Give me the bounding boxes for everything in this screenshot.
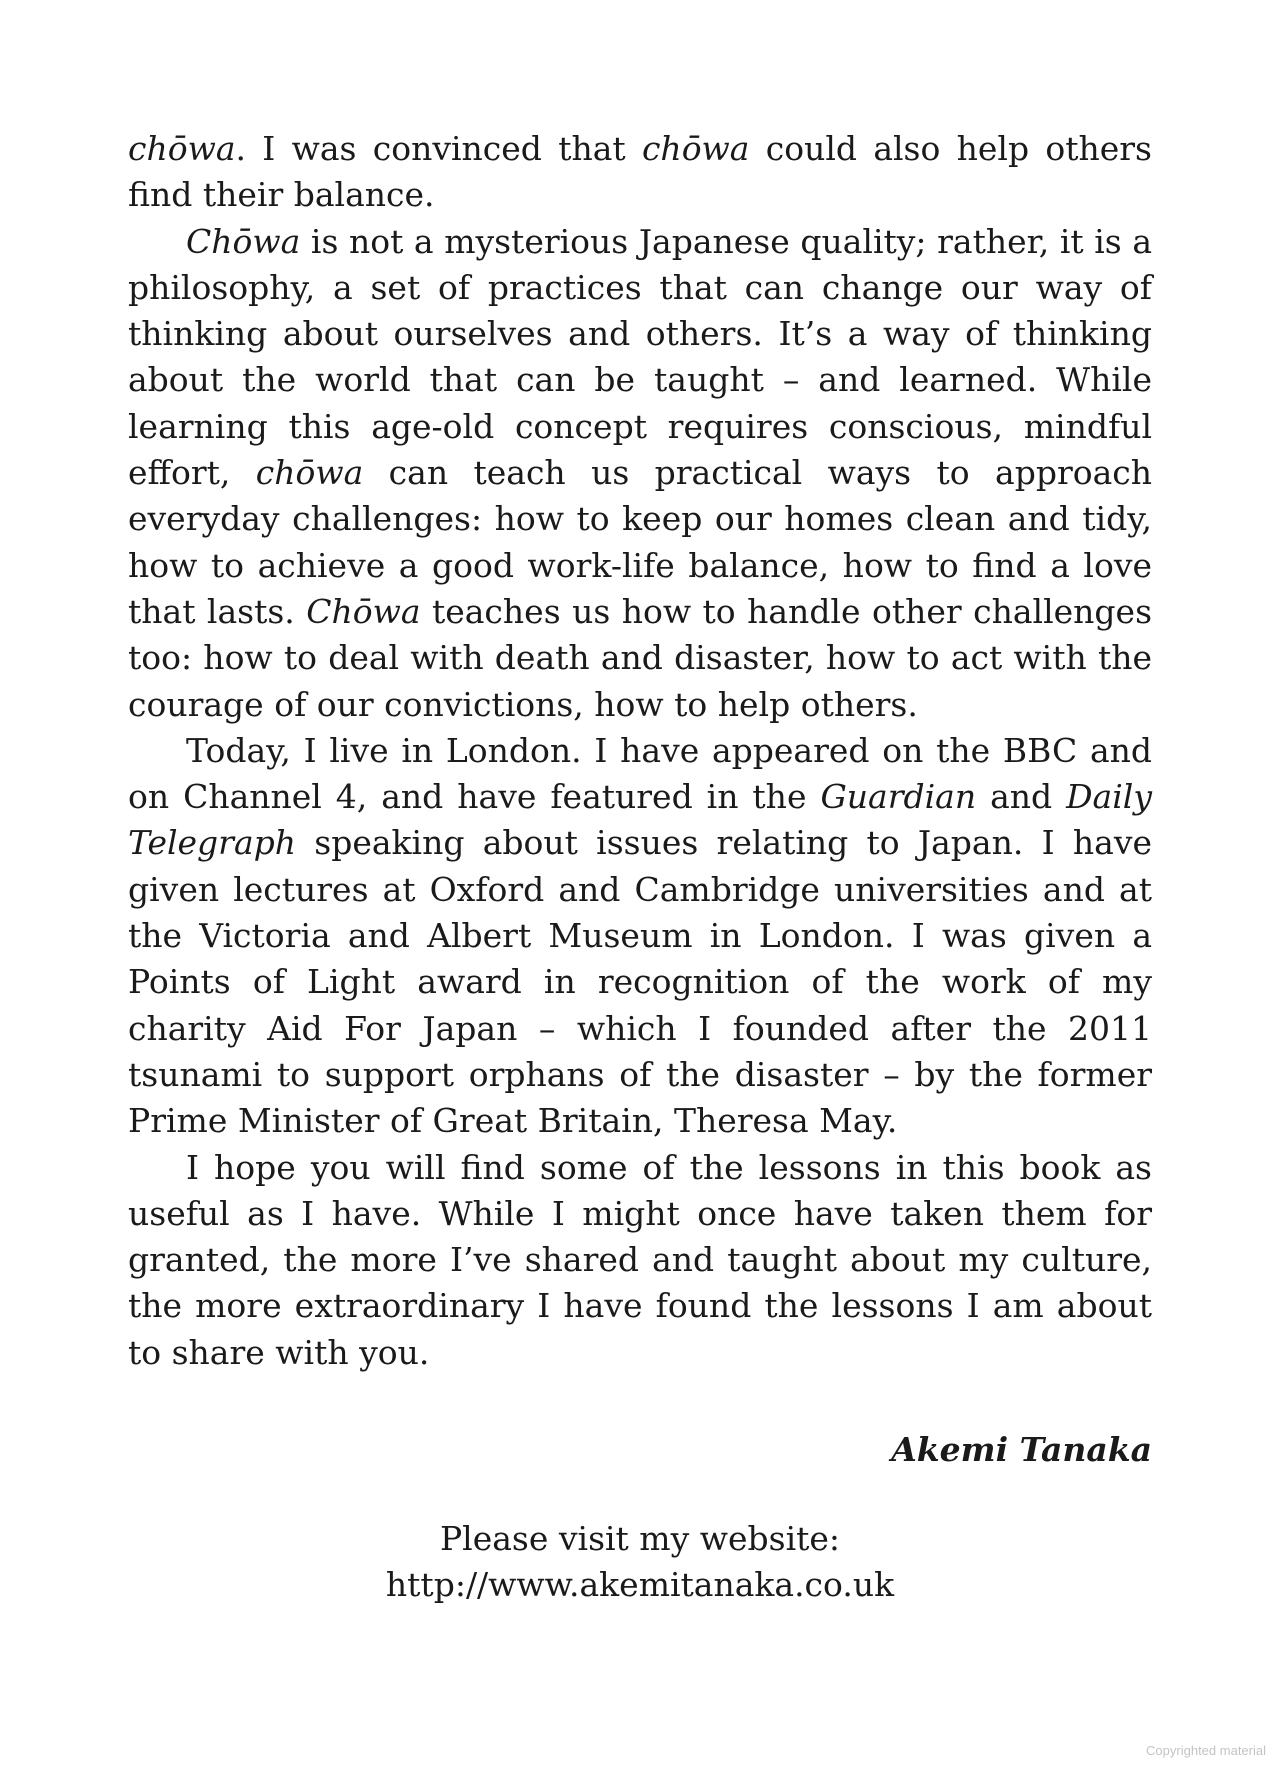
body-paragraph bbox=[128, 219, 1152, 728]
italic-run: chōwa bbox=[641, 129, 750, 168]
text-run: speaking about issues relating to Japan. I have given lectures at Oxford and Cambridge universities and at the Victoria and Albert Museum in London. I was given a Points of Light award in recognition of the work of my charity Aid For Japan – which I founded after the 2011 tsunami to support orphans of the disaster – by the former Prime Minister of Great Britain, Theresa May. bbox=[128, 823, 1152, 1141]
website-block bbox=[128, 1516, 1152, 1608]
text-run: . I was convinced that bbox=[235, 129, 642, 168]
body-paragraph bbox=[128, 728, 1152, 1145]
copyright-watermark: Copyrighted material bbox=[1146, 1743, 1266, 1758]
italic-run: Daily Telegraph bbox=[128, 777, 1152, 863]
text-run: teaches us how to handle other challenges too: how to deal with death and disaster, how to act with the courage of our convictions, how to help others. bbox=[128, 591, 1153, 724]
italic-run: chōwa bbox=[255, 453, 364, 493]
text-run: I hope you will find some of the lessons in this book as useful as I have. While I might once have taken them for granted, the more I’ve shared and taught about my culture, the more extraordinary I have found the lessons I am about to share with you. bbox=[128, 1147, 1152, 1372]
text-run: Today, I live in London. I have appeared on the BBC and on Channel 4, and have featured in the bbox=[128, 730, 1152, 817]
italic-run: Guardian bbox=[820, 777, 977, 817]
italic-run: Chōwa bbox=[306, 591, 421, 631]
italic-run: chōwa bbox=[128, 129, 236, 168]
text-run: can teach us practical ways to approach everyday challenges: how to keep our homes clean and tidy, how to achieve a good work-life balance, how to find a love that lasts. bbox=[128, 453, 1152, 631]
body-paragraph bbox=[128, 126, 1152, 219]
italic-run: Chōwa bbox=[186, 221, 301, 261]
text-run: is not a mysterious Japanese quality; rather, it is a philosophy, a set of practices that can change our way of thinking about ourselves and others. It’s a way of thinking about the world that can be taught – and learned. While learning this age-old concept requires conscious, mindful effort, bbox=[128, 221, 1152, 493]
book-page-body bbox=[128, 126, 1152, 1376]
website-url[interactable]: http://www.akemitanaka.co.uk bbox=[385, 1565, 895, 1604]
website-prompt: Please visit my website: bbox=[439, 1519, 841, 1558]
author-signature: Akemi Tanaka bbox=[891, 1430, 1152, 1469]
text-run: and bbox=[976, 777, 1067, 817]
body-paragraph bbox=[128, 1145, 1152, 1376]
text-run: could also help others find their balance. bbox=[128, 129, 1152, 215]
